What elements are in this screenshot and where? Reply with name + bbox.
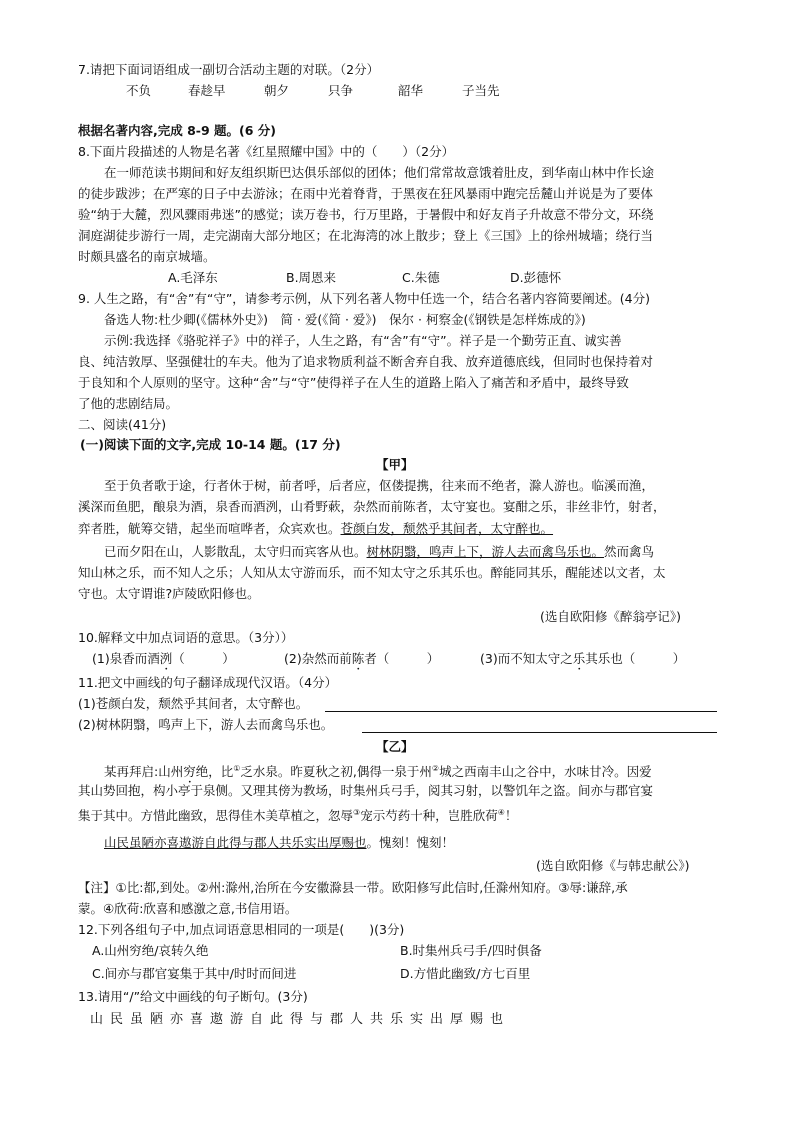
q9-example-line: 于良知和个人原则的坚守。这种“舍”与“守”使得祥子在人生的道路上陷入了痛苦和矛盾中，最终导致 xyxy=(78,375,629,390)
q9-example-line: 良、纯洁敦厚、坚强健壮的车夫。他为了追求物质利益不断舍弃自我、放弃道德底线，但同时也保持着对 xyxy=(78,354,654,369)
q7-word-5: 韶华 xyxy=(398,83,424,98)
q11-title: 11.把文中画线的句子翻译成现代汉语。（4分） xyxy=(78,675,338,690)
q8-option-c: C.朱德 xyxy=(402,270,440,285)
jia-line: 至于负者歌于途，行者休于树，前者呼，后者应，伛偻提携，往来而不绝者，滁人游也。临溪而渔， xyxy=(104,478,655,493)
q9-title: 9. 人生之路，有“舍”有“守”，请参考示例，从下列名著人物中任选一个，结合名著内容简要阐述。(4分) xyxy=(78,291,651,306)
q12-option-d: D.方惜此幽致/方七百里 xyxy=(400,966,531,981)
q8-passage-line: 洞庭湖徒步游行一周，走完湖南大部分地区；在北海湾的冰上散步；登上《三国》上的徐州城墙；绕行当 xyxy=(78,228,654,243)
q7-word-3: 朝夕 xyxy=(264,83,290,98)
q8-passage-line: 时颇具盛名的南京城墙。 xyxy=(78,249,216,264)
yi-line: 其山势回抱，构小亭于泉侧。又理其傍为教场，时集州兵弓手，阅其习射，以警饥年之盗。间亦与郡官宴 xyxy=(78,783,654,798)
q10-item-1: (1)泉香而酒洌（ ） xyxy=(92,651,235,666)
jia-line: 弈者胜，觥筹交错，起坐而喧哗者，众宾欢也。苍颜白发，颓然乎其间者，太守醉也。 xyxy=(78,521,554,536)
part2-heading: 二、阅读(41分) xyxy=(78,417,167,432)
q8-option-b: B.周恩来 xyxy=(286,270,337,285)
q12-option-c: C.间亦与郡官宴集于其中/时时而间进 xyxy=(92,966,297,981)
q13-title: 13.请用“/”给文中画线的句子断句。(3分) xyxy=(78,989,308,1004)
q11-answer-line-2[interactable] xyxy=(362,732,717,733)
q9-example-line: 示例:我选择《骆驼祥子》中的祥子，人生之路，有“舍”有“守”。祥子是一个勤劳正直、诚实善 xyxy=(104,333,622,348)
q9-example-line: 了他的悲剧结局。 xyxy=(78,396,179,411)
passage-yi-label: 【乙】 xyxy=(376,739,414,754)
q8-option-d: D.彭德怀 xyxy=(510,270,562,285)
yi-source: (选自欧阳修《与韩忠献公》) xyxy=(536,858,690,873)
q10-title: 10.解释文中加点词语的意思。（3分）） xyxy=(78,630,294,645)
q8-option-a: A.毛泽东 xyxy=(168,270,218,285)
yi-line: 某再拜启:山州穷绝，比①乏水泉。昨夏秋之初,偶得一泉于州②城之西南丰山之谷中，水味甘冷。因爱 xyxy=(104,764,652,780)
q11-sentence-2: (2)树林阴翳，鸣声上下，游人去而禽鸟乐也。 xyxy=(78,717,334,732)
q7-word-1: 不负 xyxy=(126,83,152,98)
q10-item-3: (3)而不知太守之乐其乐也（ ） xyxy=(480,651,686,666)
q11-answer-line-1[interactable] xyxy=(325,711,717,712)
q13-sentence[interactable]: 山民虽陋亦喜遨游自此得与郡人共乐实出厚赐也 xyxy=(90,1012,511,1027)
jia-line: 守也。太守谓谁?庐陵欧阳修也。 xyxy=(78,586,260,601)
q12-title: 12.下列各组句子中,加点词语意思相同的一项是( )(3分) xyxy=(78,922,405,937)
jia-source: (选自欧阳修《醉翁亭记》) xyxy=(540,609,682,624)
part2-1-heading: (一)阅读下面的文字,完成 10-14 题。(17 分) xyxy=(80,437,341,452)
notes-line: 蒙。④欣荷:欣喜和感激之意,书信用语。 xyxy=(78,901,298,916)
notes-line: 【注】①比:都,到处。②州:滁州,治所在今安徽滁县一带。欧阳修写此信时,任滁州知府。③辱:谦辞,承 xyxy=(78,880,628,895)
q8-passage-line: 验“纳于大麓，烈风骤雨弗迷”的感觉；读万卷书，行万里路，于暑假中和好友肖子升故意不带分文，环绕 xyxy=(78,207,654,222)
yi-underlined-sentence: 山民虽陋亦喜遨游自此得与郡人共乐实出厚赐也 xyxy=(104,835,367,850)
jia-line: 溪深而鱼肥，酿泉为酒，泉香而酒洌，山肴野蔌，杂然而前陈者，太守宴也。宴酣之乐，非丝非竹，射者， xyxy=(78,499,666,514)
yi-line: 山民虽陋亦喜遨游自此得与郡人共乐实出厚赐也。愧刻！愧刻！ xyxy=(104,835,455,850)
q7-word-4: 只争 xyxy=(328,83,354,98)
q8-title: 8.下面片段描述的人物是名著《红星照耀中国》中的（ ）（2分） xyxy=(78,144,455,159)
q9-candidates: 备选人物:杜少卿(《儒林外史》) 简 · 爱(《简 · 爱》) 保尔 · 柯察金(《钢铁是怎样炼成的》) xyxy=(104,312,586,327)
q10-item-2: (2)杂然而前陈者（ ） xyxy=(284,651,440,666)
q7-title: 7.请把下面词语组成一副切合活动主题的对联。（2分） xyxy=(78,62,380,77)
passage-jia-label: 【甲】 xyxy=(376,457,414,472)
section-8-9-heading: 根据名著内容,完成 8-9 题。(6 分) xyxy=(78,123,277,138)
yi-line: 集于其中。方惜此幽致，思得佳木美草植之，忽辱③宠示芍药十种，岂胜欣荷④！ xyxy=(78,808,518,824)
q8-passage-line: 的徒步跋涉；在严寒的日子中去游泳；在雨中光着脊背，于黑夜在狂风暴雨中跑完岳麓山并说是为了要体 xyxy=(78,186,654,201)
q7-word-6: 子当先 xyxy=(462,83,500,98)
q7-word-2: 春趁早 xyxy=(188,83,226,98)
jia-line: 知山林之乐，而不知人之乐；人知从太守游而乐，而不知太守之乐其乐也。醉能同其乐，醒能述以文者，太 xyxy=(78,565,666,580)
jia-underlined-sentence-1: 苍颜白发，颓然乎其间者，太守醉也。 xyxy=(340,521,554,536)
jia-underlined-sentence-2: 树林阴翳，鸣声上下，游人去而禽鸟乐也。 xyxy=(366,544,605,559)
q11-sentence-1: (1)苍颜白发，颓然乎其间者，太守醉也。 xyxy=(78,696,309,711)
q12-option-b: B.时集州兵弓手/四时俱备 xyxy=(400,943,542,958)
q8-passage-line: 在一师范读书期间和好友组织斯巴达俱乐部似的团体；他们常常故意饿着肚皮，到华南山林中作长途 xyxy=(104,165,655,180)
jia-line: 已而夕阳在山，人影散乱，太守归而宾客从也。树林阴翳，鸣声上下，游人去而禽鸟乐也。然而禽鸟 xyxy=(104,544,655,559)
q12-option-a: A.山州穷绝/哀转久绝 xyxy=(92,943,209,958)
